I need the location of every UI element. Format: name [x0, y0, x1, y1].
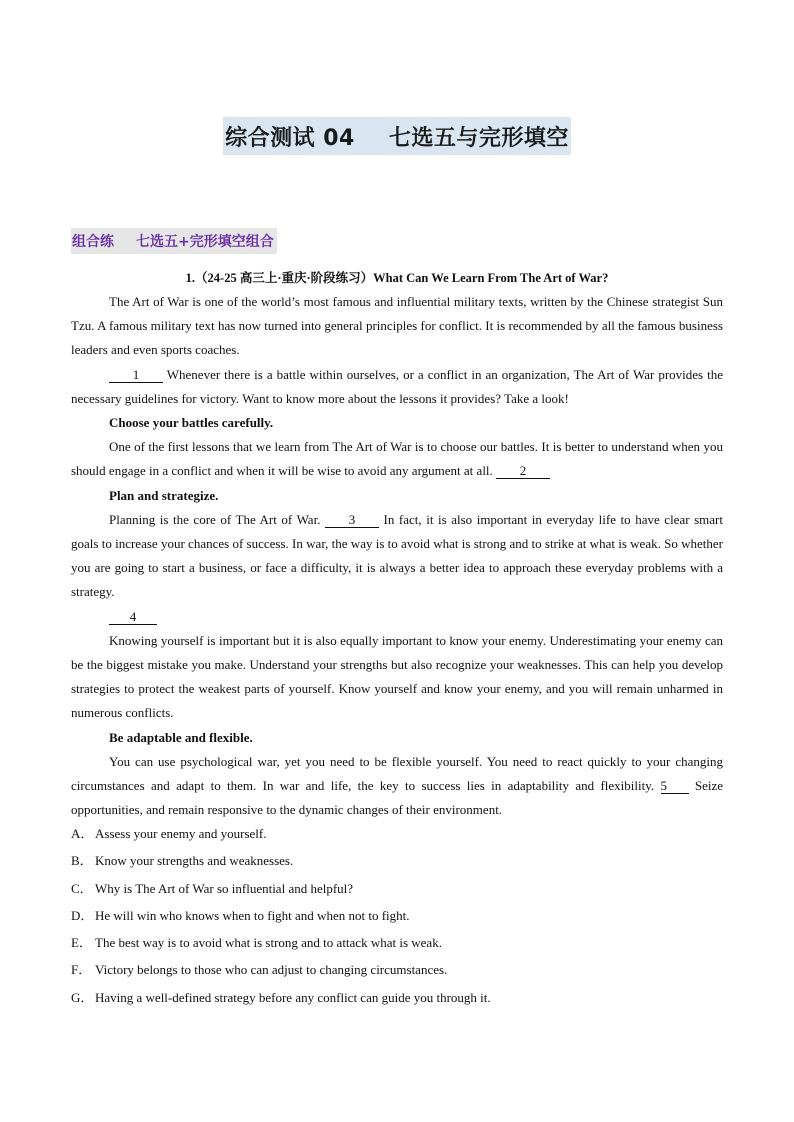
passage — [71, 290, 723, 822]
heading-2: Plan and strategize. — [109, 487, 219, 503]
title-left: 综合测试 04 — [225, 126, 355, 151]
section-label — [71, 228, 277, 254]
page-title — [0, 117, 794, 155]
paragraph-4-text-a: Planning is the core of The Art of War. — [109, 511, 325, 527]
blank-5[interactable]: 5 — [661, 779, 689, 794]
blank-4[interactable]: 4 — [109, 610, 157, 625]
title-box — [223, 117, 571, 155]
paragraph-6 — [71, 750, 723, 823]
paragraph-4 — [71, 508, 723, 605]
option-text: Victory belongs to those who can adjust to changing circumstances. — [95, 962, 448, 978]
option-c[interactable] — [71, 877, 723, 904]
options-list — [71, 822, 723, 1013]
option-text: Assess your enemy and yourself. — [95, 826, 267, 841]
option-letter: A． — [71, 826, 94, 841]
paragraph-5: Knowing yourself is important but it is also equally important to know your enemy. Underestimating your enemy can be the biggest mistake you make. Understand your strengths but also recognize your weaknesses. This can help you develop strategies to protect the weakest parts of yourself. Know yourself and know your enemy, and you will remain unharmed in numerous conflicts. — [71, 632, 723, 721]
section-left: 组合练 — [72, 234, 114, 250]
blank-3[interactable]: 3 — [325, 513, 379, 528]
option-text: Having a well-defined strategy before any conflict can guide you through it. — [95, 989, 491, 1005]
option-e[interactable] — [71, 931, 723, 958]
option-letter: G． — [71, 989, 94, 1005]
paragraph-2-text: Whenever there is a battle within ourselves, or a conflict in an organization, The Art of War provides the necessary guidelines for victory. Want to know more about the lessons it provides? Take a look! — [71, 366, 723, 406]
paragraph-6-text: You can use psychological war, yet you need to be flexible yourself. You need to react quickly to your changing circumstances and adapt to them. In war and life, the key to success lies in adaptability and flexibility. — [71, 753, 723, 794]
question-header: 1.（24-25 高三上·重庆·阶段练习）What Can We Learn From The Art of War? — [185, 271, 609, 285]
paragraph-4-text-b: In fact, it is also important in everyday life to have clear smart goals to increase your chances of success. In war, the way is to avoid what is strong and to strike at what is weak. So whether you are going to start a business, or face a difficulty, it is always a better idea to approach these everyday problems with a strategy. — [71, 511, 723, 600]
blank-1[interactable]: 1 — [109, 368, 163, 383]
option-a[interactable] — [71, 822, 723, 849]
paragraph-1: The Art of War is one of the world’s most famous and influential military texts, written by the Chinese strategist Sun Tzu. A famous military text has now turned into general principles for conflict. It is recommended by all the famous business leaders and even sports coaches. — [71, 294, 723, 358]
option-letter: D． — [71, 907, 94, 923]
option-g[interactable] — [71, 986, 723, 1013]
option-b[interactable] — [71, 849, 723, 876]
paragraph-3 — [71, 435, 723, 483]
paragraph-blank-4 — [71, 605, 723, 629]
option-text: Why is The Art of War so influential and helpful? — [95, 880, 354, 896]
option-letter: C． — [71, 880, 93, 896]
heading-1: Choose your battles carefully. — [109, 415, 274, 431]
heading-3: Be adaptable and flexible. — [109, 729, 253, 745]
option-text: Know your strengths and weaknesses. — [95, 853, 294, 869]
option-text: The best way is to avoid what is strong and to attack what is weak. — [95, 935, 442, 951]
title-right: 七选五与完形填空 — [388, 126, 569, 151]
paragraph-6-text-b: Seize opportunities, and remain responsive to the dynamic changes of their environment. — [71, 778, 723, 818]
section-right: 七选五+完形填空组合 — [136, 234, 274, 250]
option-letter: E． — [71, 935, 92, 951]
option-letter: F． — [71, 962, 92, 978]
blank-2[interactable]: 2 — [496, 464, 550, 479]
option-letter: B． — [71, 853, 93, 869]
paragraph-2 — [71, 363, 723, 411]
paragraph-3-text: One of the first lessons that we learn from The Art of War is to choose our battles. It is better to understand when you should engage in a conflict and when it will be wise to avoid any argument at all. — [71, 439, 723, 479]
option-f[interactable] — [71, 958, 723, 985]
option-d[interactable] — [71, 904, 723, 931]
option-text: He will win who knows when to fight and when not to fight. — [95, 907, 410, 923]
